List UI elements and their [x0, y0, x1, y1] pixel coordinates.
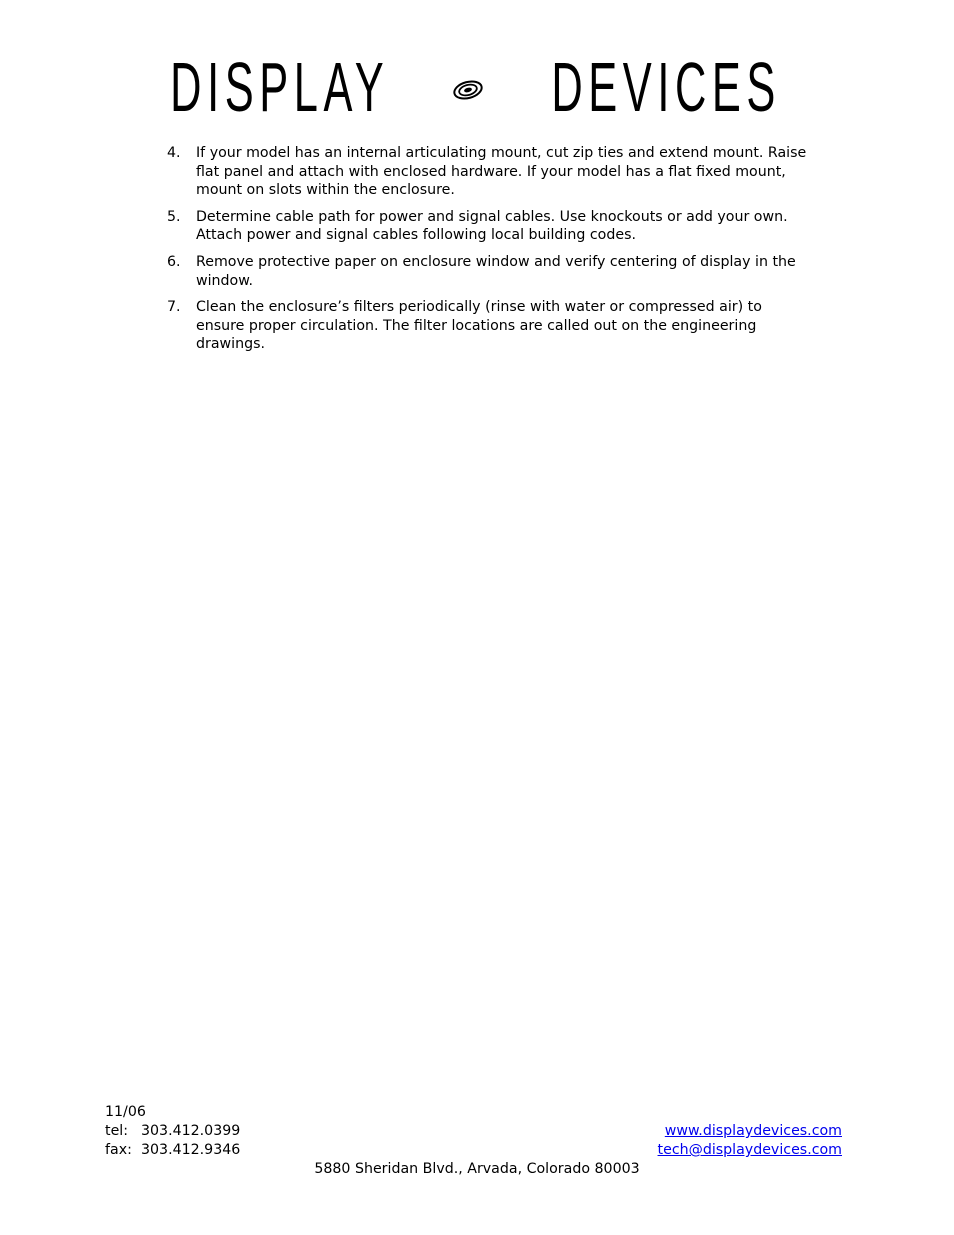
step-item: [167, 298, 807, 354]
step-text: Clean the enclosure’s filters periodically (rinse with water or compressed air) to ensure proper circulation. The filter locations are called out on the engineering drawings.: [196, 299, 762, 353]
fax-label: fax:: [105, 1142, 132, 1158]
step-number: 7.: [167, 299, 181, 316]
step-number: 4.: [167, 145, 181, 161]
website-link[interactable]: www.displaydevices.com: [664, 1123, 842, 1139]
footer-date: 11/06: [105, 1104, 146, 1120]
step-number: 5.: [167, 208, 181, 225]
instruction-steps: [167, 144, 807, 362]
footer-address: 5880 Sheridan Blvd., Arvada, Colorado 80003: [314, 1161, 640, 1177]
footer-tel-line: [105, 1122, 240, 1141]
tel-label: tel:: [105, 1123, 129, 1139]
step-item: [167, 208, 807, 245]
step-item: [167, 253, 807, 290]
step-text: Remove protective paper on enclosure window and verify centering of display in the window.: [196, 253, 796, 289]
step-text: Determine cable path for power and signal cables. Use knockouts or add your own. Attach power and signal cables following local building codes.: [196, 208, 788, 244]
footer-contact: [105, 1103, 240, 1160]
step-text: If your model has an internal articulating mount, cut zip ties and extend mount. Raise flat panel and attach with enclosed hardware. If your model has a flat fixed mount, mount on slots within the enclosure.: [196, 145, 807, 199]
step-item: [167, 144, 807, 200]
logo-text-devices: DEVICES: [550, 48, 781, 126]
tel-number: 303.412.0399: [141, 1123, 241, 1139]
email-link[interactable]: tech@displaydevices.com: [657, 1142, 842, 1158]
footer-fax-line: [105, 1141, 240, 1160]
step-number: 6.: [167, 253, 181, 270]
footer-links: [658, 1122, 842, 1160]
fax-number: 303.412.9346: [141, 1142, 241, 1158]
logo-text-display: DISPLAY: [170, 48, 390, 126]
company-logo: [0, 48, 954, 126]
logo-swirl-icon: [451, 78, 485, 102]
